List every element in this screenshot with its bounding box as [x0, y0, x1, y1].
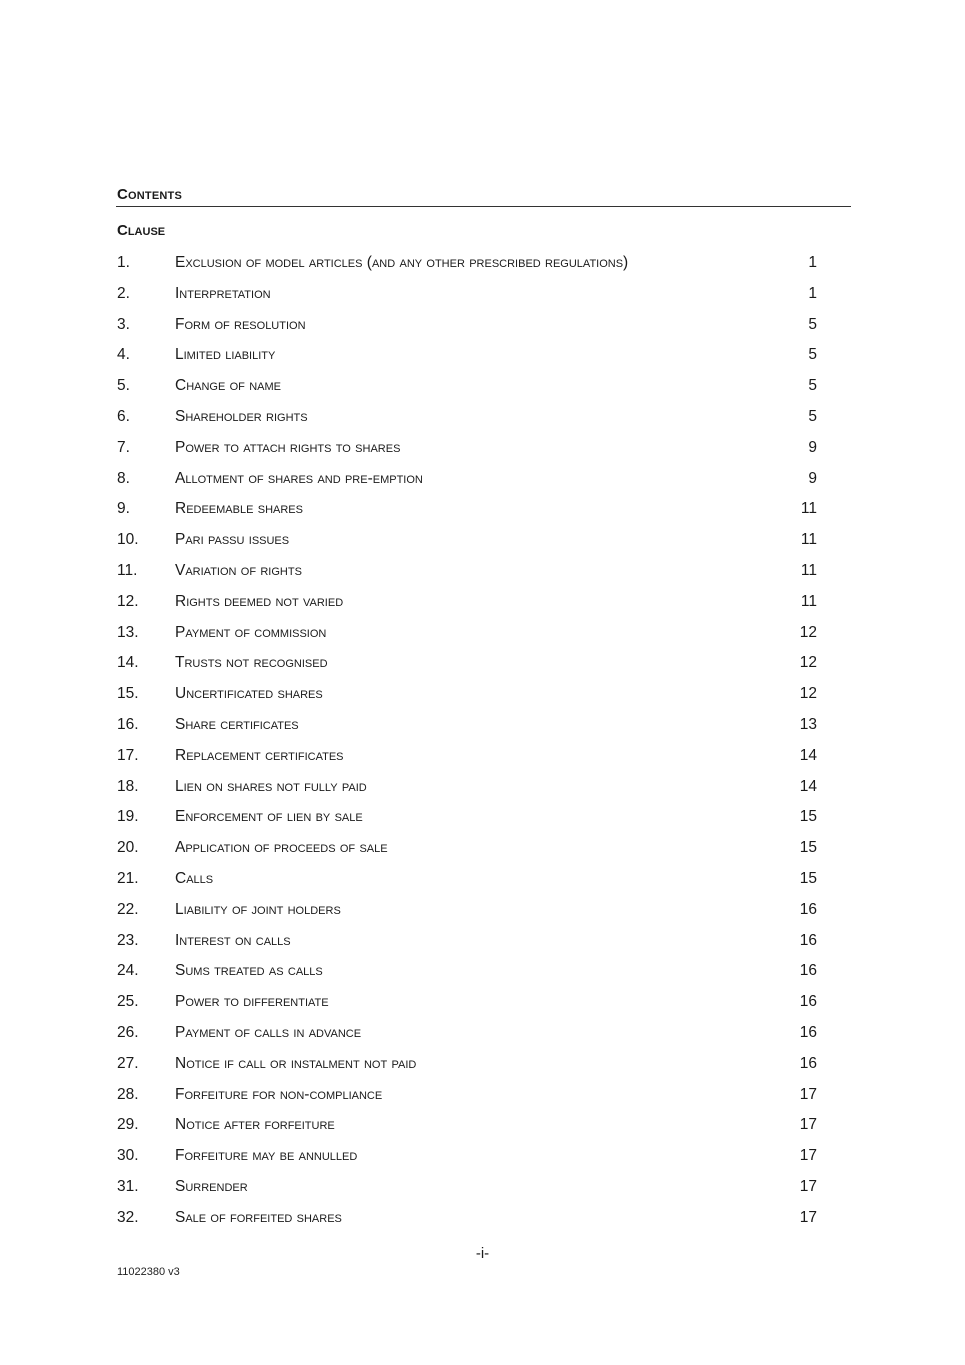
toc-entry-page: 16 — [799, 1054, 817, 1072]
toc-entry-page: 17 — [799, 1177, 817, 1195]
toc-entry-page: 9 — [808, 438, 817, 456]
toc-entry[interactable] — [117, 710, 817, 741]
contents-heading: Contents — [117, 186, 182, 203]
toc-entry-number: 26. — [117, 1023, 139, 1041]
toc-entry-number: 2. — [117, 284, 130, 302]
toc-entry-page: 11 — [800, 561, 817, 579]
table-of-contents — [117, 248, 817, 1234]
toc-entry-page: 1 — [808, 284, 817, 302]
toc-entry-page: 5 — [808, 377, 817, 395]
toc-entry[interactable] — [117, 1080, 817, 1111]
toc-entry-number: 11. — [117, 561, 138, 579]
toc-entry-page: 16 — [799, 931, 817, 949]
toc-entry-title: Payment of commission — [175, 623, 327, 641]
toc-entry-page: 1 — [808, 254, 817, 271]
toc-entry-number: 31. — [117, 1177, 139, 1195]
toc-entry-number: 3. — [117, 315, 130, 333]
toc-entry-title: Rights deemed not varied — [175, 592, 344, 610]
toc-entry[interactable] — [117, 1049, 817, 1080]
toc-entry-number: 4. — [117, 346, 130, 364]
toc-entry-title: Limited liability — [175, 346, 276, 364]
toc-entry[interactable] — [117, 987, 817, 1018]
toc-entry-page: 11 — [800, 531, 817, 549]
toc-entry-title: Calls — [175, 869, 214, 887]
toc-entry[interactable] — [117, 402, 817, 433]
toc-entry[interactable] — [117, 1141, 817, 1172]
toc-entry-number: 19. — [117, 808, 139, 826]
toc-entry-number: 7. — [117, 438, 130, 456]
toc-entry-page: 15 — [799, 808, 817, 826]
toc-entry-title: Enforcement of lien by sale — [175, 808, 363, 826]
toc-entry-page: 17 — [799, 1147, 817, 1165]
toc-entry-number: 17. — [117, 746, 139, 764]
toc-entry-title: Power to attach rights to shares — [175, 438, 401, 456]
toc-entry[interactable] — [117, 279, 817, 310]
toc-entry[interactable] — [117, 433, 817, 464]
toc-entry-title: Pari passu issues — [175, 531, 290, 549]
toc-entry[interactable] — [117, 1110, 817, 1141]
toc-entry-number: 21. — [117, 869, 139, 887]
toc-entry[interactable] — [117, 741, 817, 772]
toc-entry-title: Forfeiture may be annulled — [175, 1147, 358, 1165]
toc-entry-title: Exclusion of model articles (and any other prescribed regulations) — [175, 254, 629, 271]
toc-entry-number: 24. — [117, 962, 139, 980]
toc-entry-number: 15. — [117, 685, 139, 703]
toc-entry[interactable] — [117, 956, 817, 987]
toc-entry[interactable] — [117, 248, 817, 279]
toc-entry-number: 5. — [117, 377, 130, 395]
toc-entry-title: Liability of joint holders — [175, 900, 341, 918]
toc-entry-title: Surrender — [175, 1177, 248, 1195]
toc-entry-number: 30. — [117, 1147, 139, 1165]
toc-entry-number: 10. — [117, 531, 139, 549]
toc-entry[interactable] — [117, 1203, 817, 1234]
toc-entry[interactable] — [117, 371, 817, 402]
toc-entry-page: 17 — [799, 1085, 817, 1103]
toc-entry-title: Notice after forfeiture — [175, 1116, 335, 1134]
toc-entry-title: Sale of forfeited shares — [175, 1208, 342, 1226]
toc-entry[interactable] — [117, 1018, 817, 1049]
toc-entry[interactable] — [117, 833, 817, 864]
toc-entry-page: 11 — [800, 592, 817, 610]
toc-entry[interactable] — [117, 772, 817, 803]
toc-entry-page: 16 — [799, 962, 817, 980]
toc-entry[interactable] — [117, 679, 817, 710]
toc-entry-number: 18. — [117, 777, 139, 795]
toc-entry-title: Power to differentiate — [175, 993, 329, 1011]
toc-entry-title: Notice if call or instalment not paid — [175, 1054, 417, 1072]
toc-entry-page: 15 — [799, 839, 817, 857]
toc-entry-number: 23. — [117, 931, 139, 949]
page-number: -i- — [475, 1245, 490, 1262]
toc-entry-page: 12 — [799, 685, 817, 703]
toc-entry-page: 12 — [799, 654, 817, 672]
toc-entry-title: Share certificates — [175, 715, 299, 733]
toc-entry-page: 16 — [799, 900, 817, 918]
toc-entry-number: 14. — [117, 654, 139, 672]
toc-entry[interactable] — [117, 556, 817, 587]
toc-entry-page: 5 — [808, 407, 817, 425]
toc-entry-page: 5 — [808, 315, 817, 333]
toc-entry[interactable] — [117, 464, 817, 495]
toc-entry-title: Redeemable shares — [175, 500, 303, 518]
toc-entry-title: Variation of rights — [175, 561, 302, 579]
toc-entry-number: 25. — [117, 993, 139, 1011]
toc-entry-page: 12 — [799, 623, 817, 641]
toc-entry-title: Shareholder rights — [175, 407, 308, 425]
toc-entry-page: 16 — [799, 1023, 817, 1041]
toc-entry[interactable] — [117, 802, 817, 833]
toc-entry-number: 8. — [117, 469, 130, 487]
toc-entry-title: Application of proceeds of sale — [175, 839, 388, 857]
toc-entry-title: Replacement certificates — [175, 746, 344, 764]
toc-entry-number: 28. — [117, 1085, 139, 1103]
toc-entry[interactable] — [117, 926, 817, 957]
toc-entry-number: 16. — [117, 715, 139, 733]
toc-entry[interactable] — [117, 895, 817, 926]
toc-entry[interactable] — [117, 648, 817, 679]
toc-entry-title: Change of name — [175, 377, 281, 395]
toc-entry-number: 9. — [117, 500, 130, 518]
toc-entry-title: Sums treated as calls — [175, 962, 323, 980]
toc-entry-page: 17 — [799, 1208, 817, 1226]
toc-entry-number: 1. — [117, 254, 130, 271]
clause-column-heading: Clause — [117, 222, 166, 239]
toc-entry-title: Trusts not recognised — [175, 654, 328, 672]
toc-entry-number: 22. — [117, 900, 139, 918]
toc-entry-page: 11 — [800, 500, 817, 518]
toc-entry[interactable] — [117, 310, 817, 341]
toc-entry-page: 5 — [808, 346, 817, 364]
toc-entry-title: Form of resolution — [175, 315, 306, 333]
toc-entry-page: 14 — [799, 777, 817, 795]
toc-entry-number: 6. — [117, 407, 130, 425]
toc-entry-title: Interest on calls — [175, 931, 291, 949]
toc-entry-number: 13. — [117, 623, 139, 641]
toc-entry[interactable] — [117, 494, 817, 525]
heading-divider — [116, 206, 851, 207]
toc-entry-title: Payment of calls in advance — [175, 1023, 362, 1041]
toc-entry[interactable] — [117, 587, 817, 618]
document-reference: 11022380 v3 — [117, 1266, 180, 1278]
toc-entry[interactable] — [117, 1172, 817, 1203]
toc-entry[interactable] — [117, 525, 817, 556]
toc-entry[interactable] — [117, 618, 817, 649]
toc-entry-number: 12. — [117, 592, 139, 610]
toc-entry-title: Uncertificated shares — [175, 685, 323, 703]
toc-entry-title: Allotment of shares and pre-emption — [175, 469, 423, 487]
toc-entry-page: 14 — [799, 746, 817, 764]
toc-entry-page: 9 — [808, 469, 817, 487]
toc-entry-number: 20. — [117, 839, 139, 857]
toc-entry[interactable] — [117, 864, 817, 895]
toc-entry-title: Interpretation — [175, 284, 271, 302]
toc-entry-page: 13 — [799, 715, 817, 733]
toc-entry-page: 17 — [799, 1116, 817, 1134]
toc-entry-title: Lien on shares not fully paid — [175, 777, 367, 795]
toc-entry-number: 27. — [117, 1054, 139, 1072]
toc-entry-number: 32. — [117, 1208, 139, 1226]
toc-entry[interactable] — [117, 340, 817, 371]
toc-entry-title: Forfeiture for non-compliance — [175, 1085, 383, 1103]
toc-entry-number: 29. — [117, 1116, 139, 1134]
toc-entry-page: 16 — [799, 993, 817, 1011]
toc-entry-page: 15 — [799, 869, 817, 887]
